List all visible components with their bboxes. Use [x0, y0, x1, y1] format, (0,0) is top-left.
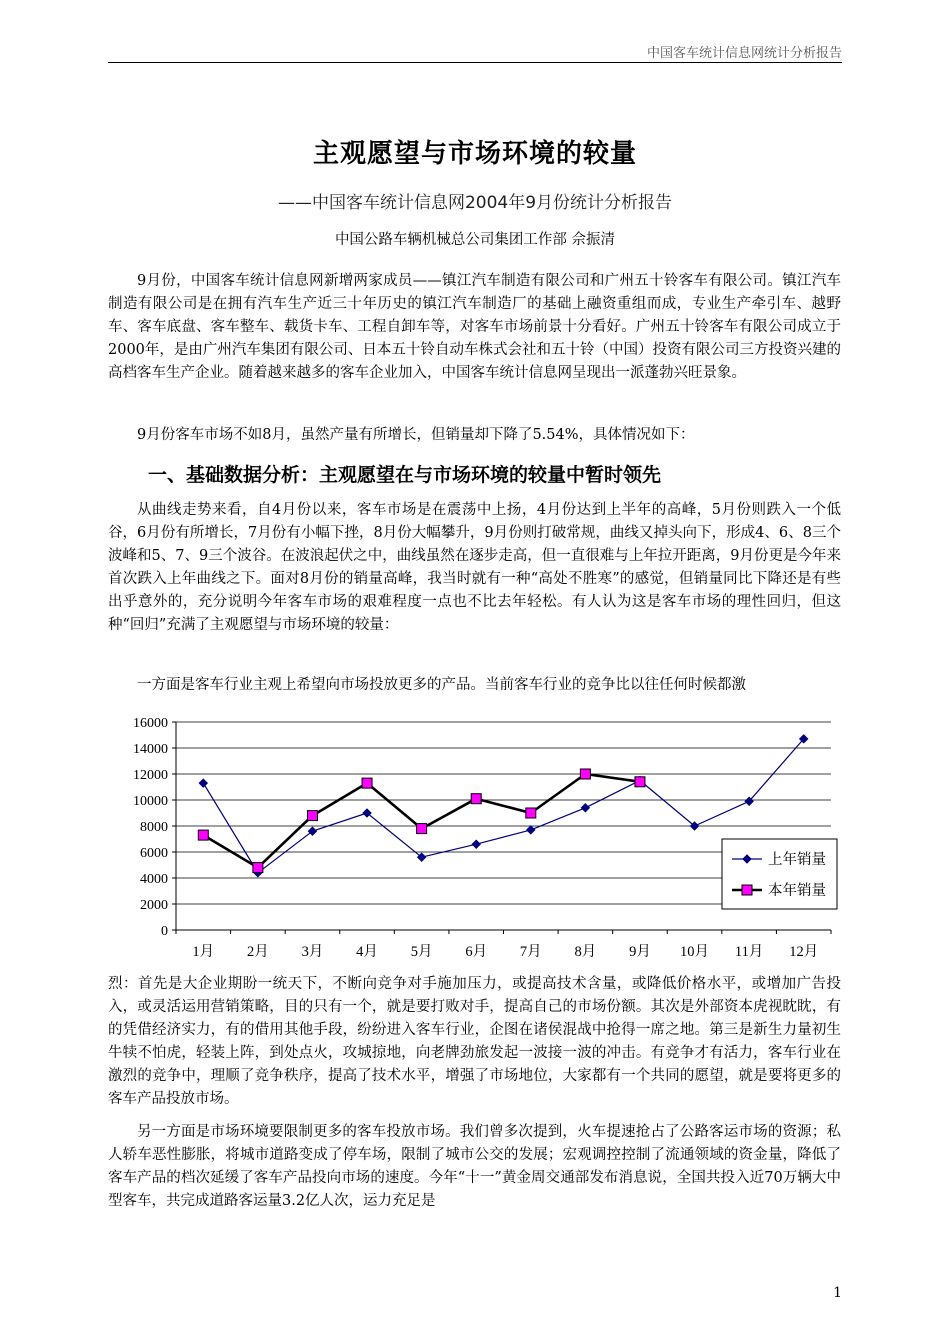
y-tick-label: 6000: [140, 846, 168, 861]
x-tick-label: 1月: [192, 944, 215, 960]
data-point-series-2: [417, 824, 427, 834]
x-tick-label: 4月: [356, 944, 378, 960]
x-tick-label: 9月: [629, 944, 651, 960]
running-header: 中国客车统计信息网统计分析报告: [646, 46, 842, 61]
y-tick-label: 4000: [140, 872, 168, 887]
document-title: 主观愿望与市场环境的较量: [312, 139, 637, 169]
data-point-series-2: [253, 863, 263, 873]
x-tick-label: 10月: [680, 944, 710, 960]
data-point-series-2: [362, 778, 372, 788]
data-point-series-2: [580, 769, 590, 779]
paragraph-summary: 9月份客车市场不如8月，虽然产量有所增长，但销量却下降了5.54%，具体情况如下：: [137, 427, 695, 443]
y-tick-label: 10000: [133, 794, 168, 809]
x-tick-label: 2月: [247, 944, 269, 960]
data-point-series-2: [471, 794, 481, 804]
header-rule: [108, 62, 842, 63]
x-tick-label: 12月: [789, 944, 819, 960]
data-point-series-2: [307, 811, 317, 821]
x-tick-label: 3月: [301, 944, 324, 960]
legend-marker-2: [742, 885, 752, 895]
legend-label-2: 本年销量: [768, 883, 826, 899]
author-line: 中国公路车辆机械总公司集团工作部 佘振清: [334, 232, 616, 248]
y-tick-label: 2000: [140, 898, 168, 913]
y-tick-label: 0: [161, 924, 168, 939]
paragraph-one-side: 一方面是客车行业主观上希望向市场投放更多的产品。当前客车行业的竞争比以往任何时候都激: [137, 677, 746, 693]
section-heading: 一、基础数据分析：主观愿望在与市场环境的较量中暂时领先: [148, 464, 662, 486]
x-tick-label: 5月: [410, 944, 433, 960]
sales-line-chart: [108, 703, 841, 973]
paragraph-trend: 从曲线走势来看，自4月份以来，客车市场是在震荡中上扬，4月份达到上半年的高峰，5月份则跌入一个低谷，6月份有所增长，7月份有小幅下挫，8月份大幅攀升，9月份则打破常规，曲线又掉头向下，形成4、6、8三个波峰和5、7、9三个波谷。在波浪起伏之中，曲线虽然在逐步走高，但一直很难与上年拉开距离，9月份更是今年来首次跌入上年曲线之下。面对8月份的销量高峰，我当时就有一种“高处不胜寒”的感觉，但销量同比下降还是有些出乎意外的，充分说明今年客车市场的艰难程度一点也不比去年轻松。有人认为这是客车市场的理性回归，但这种“回归”充满了主观愿望与市场环境的较量：: [108, 502, 841, 633]
x-tick-label: 6月: [465, 944, 488, 960]
page-number: 1: [833, 1285, 842, 1301]
data-point-series-2: [526, 808, 536, 818]
chart-svg: [108, 703, 841, 973]
data-point-series-2: [198, 830, 208, 840]
x-tick-label: 7月: [519, 944, 542, 960]
paragraph-intro: 9月份，中国客车统计信息网新增两家成员——镇江汽车制造有限公司和广州五十铃客车有限公司。镇江汽车制造有限公司是在拥有汽车生产近三十年历史的镇江汽车制造厂的基础上融资重组而成，专业生产牵引车、越野车、客车底盘、客车整车、载货卡车、工程自卸车等，对客车市场前景十分看好。广州五十铃客车有限公司成立于2000年，是由广州汽车集团有限公司、日本五十铃自动车株式会社和五十铃（中国）投资有限公司三方投资兴建的高档客车生产企业。随着越来越多的客车企业加入，中国客车统计信息网呈现出一派蓬勃兴旺景象。: [108, 273, 841, 381]
paragraph-competition: 烈：首先是大企业期盼一统天下，不断向竞争对手施加压力，或提高技术含量，或降低价格水平，或增加广告投入，或灵活运用营销策略，目的只有一个，就是要打败对手，提高自己的市场份额。其次是外部资本虎视眈眈，有的凭借经济实力，有的借用其他手段，纷纷进入客车行业，企图在诸侯混战中抢得一席之地。第三是新生力量初生牛犊不怕虎，轻装上阵，到处点火，攻城掠地，向老牌劲旅发起一波接一波的冲击。有竞争才有活力，客车行业在激烈的竞争中，理顺了竞争秩序，提高了技术水平，增强了市场地位，大家都有一个共同的愿望，就是要将更多的客车产品投放市场。: [108, 976, 841, 1107]
legend-label-1: 上年销量: [768, 852, 826, 868]
y-tick-label: 14000: [133, 742, 168, 757]
document-subtitle: ——中国客车统计信息网2004年9月份统计分析报告: [277, 193, 673, 213]
y-tick-label: 12000: [133, 768, 168, 783]
y-tick-label: 16000: [133, 716, 168, 731]
data-point-series-2: [635, 777, 645, 787]
x-tick-label: 11月: [734, 944, 764, 960]
paragraph-market-env: 另一方面是市场环境要限制更多的客车投放市场。我们曾多次提到，火车提速抢占了公路客运市场的资源；私人轿车恶性膨胀，将城市道路变成了停车场，限制了城市公交的发展；宏观调控控制了流通领域的资金量，降低了客车产品的档次延缓了客车产品投向市场的速度。今年“十一”黄金周交通部发布消息说，全国共投入近70万辆大中型客车，共完成道路客运量3.2亿人次，运力充足是: [108, 1124, 841, 1209]
x-tick-label: 8月: [574, 944, 597, 960]
y-tick-label: 8000: [140, 820, 168, 835]
